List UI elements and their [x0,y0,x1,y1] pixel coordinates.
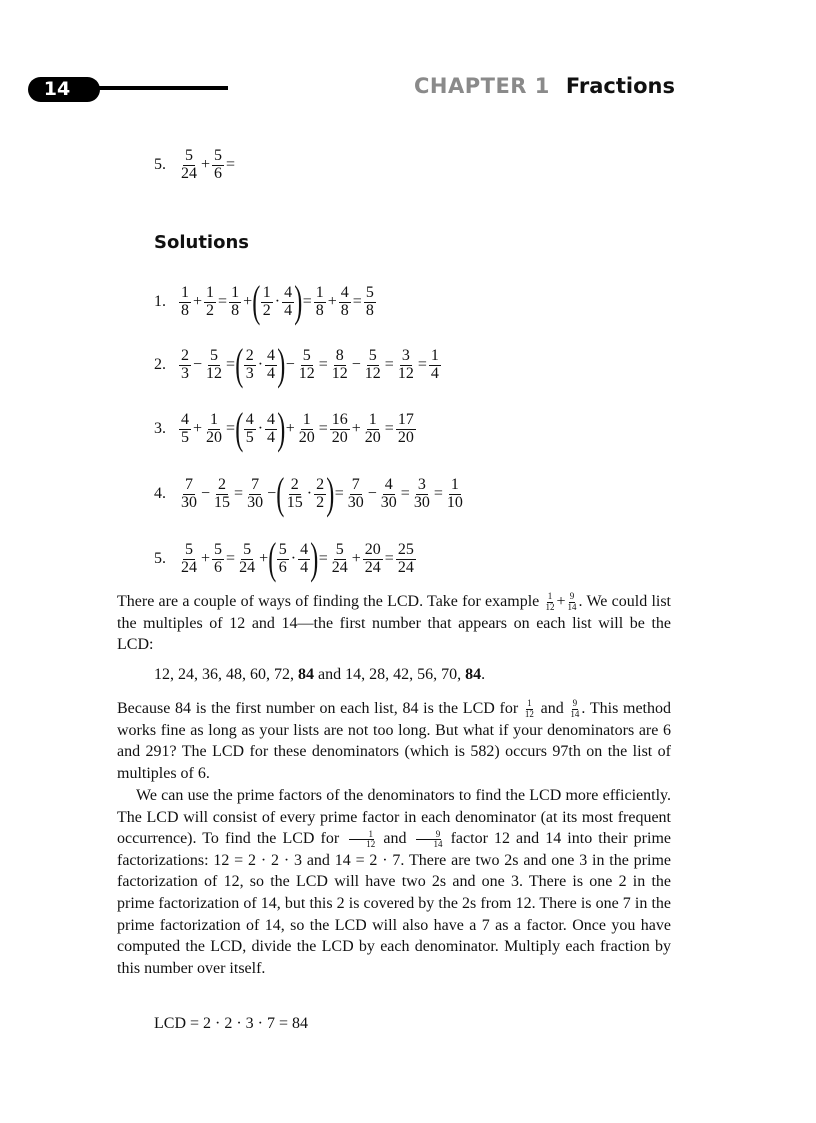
fraction: 1 2 [262,283,271,319]
fraction: $\frac{5}{24}$ [239,540,256,576]
fraction: $\frac{5}{6}$ [214,540,223,576]
inline-fraction: $\frac{1}{12}$ [545,591,555,612]
fraction: 7 30 [181,475,197,511]
solution-number: 5. [154,550,166,567]
fraction: $\frac{5}{12}$ [206,346,223,382]
fraction: 4 4 [300,540,309,576]
fraction: $\frac{2}{15}$ [214,475,231,511]
solution-number: 1. [154,293,166,310]
fraction: $\frac{25}{24}$ [397,540,414,576]
fraction: $\frac{1}{10}$ [446,475,463,511]
lcd-equation: LCD = 2 · 2 · 3 · 7 = 84 [154,1015,309,1032]
solution-number: 2. [154,356,166,373]
multiples-list: 12, 24, 36, 48, 60, 72, 84 and 14, 28, 42, 56, 70, 84. [154,666,486,683]
fraction: $\frac{20}{24}$ [364,540,381,576]
fraction: $\frac{3}{12}$ [397,346,414,382]
fraction: $\frac{1}{20}$ [364,410,381,446]
fraction: $\frac{1}{20}$ [298,410,315,446]
fraction: 2 15 [286,475,303,511]
inline-fraction: $\frac{1}{12}$ [524,698,534,719]
solution-number: 3. [154,420,166,437]
paragraph-lcd-intro: There are a couple of ways of finding the LCD. Take for example $\frac{1}{12}$ + $\frac{9}{14}$ . We could list the multiples of 12 and 14—the first number that appears on each list will be the LCD: [117,591,672,654]
fraction: $\frac{1}{4}$ [430,346,439,382]
page-number-badge: 14 [28,77,100,102]
solution-2: 2. 2 3 − $\frac{5}{12}$ = ( 2 3 · 4 4 ) − $\frac{5}{12}$ = $\frac{8}{12}$ − $\frac{5}{12}$ = $\frac{3}{12}$ = $\frac{1}{4}$ [154,340,439,389]
header-rule [90,86,228,90]
fraction: 2 2 [316,475,325,511]
fraction: 5 6 [278,540,287,576]
fraction: $\frac{4}{30}$ [380,475,397,511]
fraction: $\frac{1}{8}$ [315,283,324,319]
fraction: $\frac{8}{12}$ [331,346,348,382]
fraction: $\frac{16}{20}$ [331,410,348,446]
fraction: $\frac{4}{8}$ [340,283,349,319]
fraction: $\frac{5}{12}$ [298,346,315,382]
fraction: 1 8 [181,283,189,319]
fraction: 5 24 [181,540,197,576]
fraction: $\frac{7}{30}$ [247,475,264,511]
exercise-5: 5. 5 24 + $\frac{5}{6}$ = [154,147,236,182]
fraction: 4 5 [181,410,189,446]
inline-fraction: $\frac{9}{14}$ [567,591,577,612]
fraction: 4 4 [267,346,276,382]
solution-3: 3. 4 5 + $\frac{1}{20}$ = ( 4 5 · 4 4 ) + $\frac{1}{20}$ = $\frac{16}{20}$ + $\frac{1}{20}$ = $\frac{17}{20}$ [154,404,414,453]
fraction: $\frac{1}{20}$ [206,410,223,446]
chapter-label: CHAPTER 1 [414,74,550,98]
fraction: $\frac{7}{30}$ [347,475,364,511]
fraction: 4 5 [245,410,254,446]
fraction: $\frac{1}{8}$ [231,283,240,319]
fraction: $\frac{5}{6}$ [214,147,223,182]
inline-fraction: $\frac{9}{14}$ [570,698,580,719]
fraction: 5 24 [181,147,197,182]
fraction: 2 3 [245,346,254,382]
solution-1: 1. 1 8 + $\frac{1}{2}$ = $\frac{1}{8}$ + ( 1 2 · 4 4 ) = $\frac{1}{8}$ + $\frac{4}{8}$ = $\frac{5}{8}$ [154,277,374,326]
fraction: $\frac{17}{20}$ [397,410,414,446]
fraction: 4 4 [284,283,293,319]
paragraph-prime-factors: We can use the prime factors of the denominators to find the LCD more efficiently. The LCD will consist of every prime factor in each denominator (at its most frequent occurrence). To find the LCD for $\frac{1}{12}$ and $\frac{9}{14}$ factor 12 and 14 into their prime factorizations: 12 = 2 · 2 · 3 and 14 = 2 · 7. There are two 2s and one 3 in the prime factorization of 12, so the LCD will have two 2s and one 3. There is one 2 in the prime factorization of 14, but this 2 is covered by the 2s from 12. There is one 7 in the prime factorization of 14, so the LCD will also have a 7 as a factor. Once you have computed the LCD, divide the LCD by each denominator. Multiply each fraction by this number over itself. [117,787,671,977]
running-header [414,74,675,98]
fraction: 2 3 [181,346,189,382]
solutions-heading: Solutions [154,232,249,253]
fraction: $\frac{5}{12}$ [364,346,381,382]
fraction: $\frac{3}{30}$ [413,475,430,511]
solution-5: 5. 5 24 + $\frac{5}{6}$ = $\frac{5}{24}$ + ( 5 6 · 4 4 ) = $\frac{5}{24}$ + $\frac{20}{24}$ = $\frac{25}{24}$ [154,534,414,583]
fraction: $\frac{5}{24}$ [331,540,348,576]
fraction: $\frac{5}{8}$ [365,283,374,319]
fraction: $\frac{1}{2}$ [206,283,215,319]
fraction: 4 4 [267,410,276,446]
solution-number: 4. [154,485,166,502]
exercise-number: 5. [154,156,166,174]
inline-fraction: $\frac{1}{12}$ [346,830,376,850]
inline-fraction: $\frac{9}{14}$ [414,830,444,850]
solution-4: 4. 7 30 − $\frac{2}{15}$ = $\frac{7}{30}$ − ( 2 15 · 2 2 ) = $\frac{7}{30}$ − $\frac{4}{30}$ = $\frac{3}{30}$ = $\frac{1}{10}$ [154,469,463,518]
paragraph-list-method: Because 84 is the first number on each list, 84 is the LCD for $\frac{1}{12}$ and $\frac{9}{14}$ . This method works fine as long as your lists are not too long. But what if your denominators are 6 and 291? The LCD for these denominators (which is 582) occurs 97th on the list of multiples of 6. [117,698,671,782]
chapter-topic: Fractions [565,74,675,98]
